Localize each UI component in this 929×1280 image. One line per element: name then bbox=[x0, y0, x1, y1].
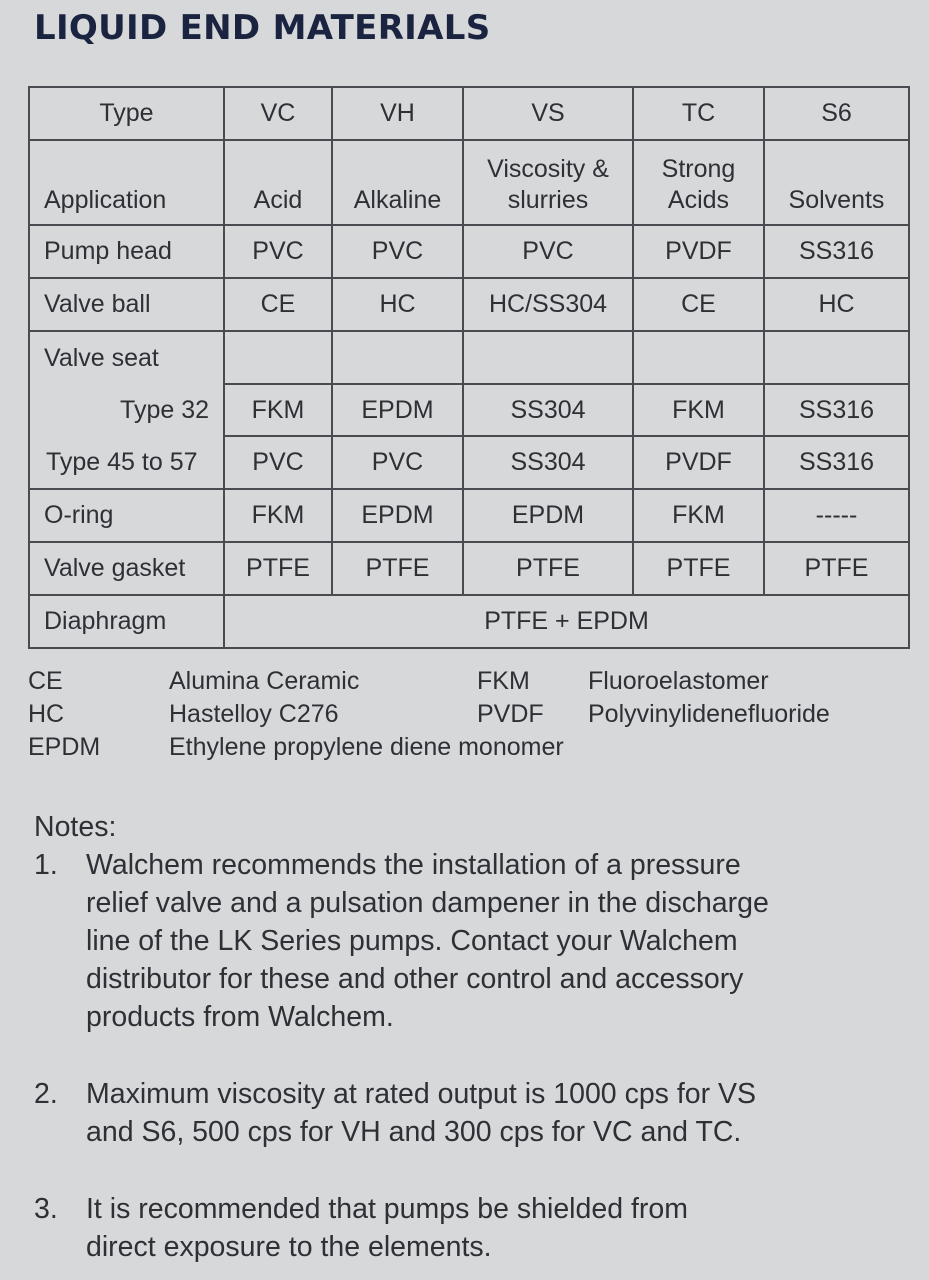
table-row-o-ring bbox=[29, 489, 909, 542]
table-cell: SS316 bbox=[764, 436, 909, 489]
table-cell: ----- bbox=[764, 489, 909, 542]
table-cell: SS316 bbox=[764, 384, 909, 436]
note-item bbox=[34, 1190, 914, 1266]
table-cell: PTFE bbox=[332, 542, 463, 595]
table-cell-empty bbox=[463, 331, 633, 384]
row-label: Valve gasket bbox=[29, 542, 224, 595]
table-cell: EPDM bbox=[332, 384, 463, 436]
table-cell-empty bbox=[224, 331, 332, 384]
table-cell: PVDF bbox=[633, 225, 764, 278]
table-cell: PTFE bbox=[224, 542, 332, 595]
materials-table bbox=[28, 86, 910, 649]
table-cell: PTFE bbox=[633, 542, 764, 595]
table-cell: SS304 bbox=[463, 436, 633, 489]
table-cell bbox=[463, 140, 633, 225]
table-cell: PVDF bbox=[633, 436, 764, 489]
legend-abbr: FKM bbox=[477, 667, 530, 695]
table-cell: SS304 bbox=[463, 384, 633, 436]
table-cell: EPDM bbox=[463, 489, 633, 542]
note-line: products from Walchem. bbox=[86, 1001, 394, 1033]
column-header-tc: TC bbox=[633, 87, 764, 140]
table-cell: Solvents bbox=[764, 140, 909, 225]
row-label: Valve seat bbox=[44, 344, 159, 372]
table-cell-empty bbox=[764, 331, 909, 384]
table-row-pump-head bbox=[29, 225, 909, 278]
legend-desc: Hastelloy C276 bbox=[169, 700, 339, 728]
table-cell: FKM bbox=[224, 489, 332, 542]
application-vs-text: Viscosity & slurries bbox=[487, 155, 609, 214]
column-header-vh: VH bbox=[332, 87, 463, 140]
table-cell bbox=[633, 140, 764, 225]
table-cell: SS316 bbox=[764, 225, 909, 278]
valve-seat-label-group bbox=[29, 331, 224, 489]
table-cell: HC bbox=[764, 278, 909, 331]
row-label: Type 32 bbox=[120, 396, 209, 424]
row-label: Application bbox=[29, 140, 224, 225]
legend-abbr: CE bbox=[28, 667, 63, 695]
note-item bbox=[34, 1075, 914, 1151]
table-cell: FKM bbox=[224, 384, 332, 436]
table-cell: PVC bbox=[463, 225, 633, 278]
table-cell: CE bbox=[224, 278, 332, 331]
table-row-type bbox=[29, 87, 909, 140]
table-cell: Alkaline bbox=[332, 140, 463, 225]
row-label: Type bbox=[29, 87, 224, 140]
note-number: 1. bbox=[34, 849, 58, 881]
legend-desc: Ethylene propylene diene monomer bbox=[169, 733, 564, 761]
row-label: Valve ball bbox=[29, 278, 224, 331]
row-label: Pump head bbox=[29, 225, 224, 278]
table-row-valve-ball bbox=[29, 278, 909, 331]
column-header-vc: VC bbox=[224, 87, 332, 140]
legend-abbr: HC bbox=[28, 700, 65, 728]
table-cell: PVC bbox=[224, 225, 332, 278]
table-cell: FKM bbox=[633, 489, 764, 542]
legend-desc: Fluoroelastomer bbox=[588, 667, 769, 695]
note-line: relief valve and a pulsation dampener in the discharge bbox=[86, 887, 769, 919]
note-line: line of the LK Series pumps. Contact your Walchem bbox=[86, 925, 738, 957]
table-cell: Acid bbox=[224, 140, 332, 225]
table-cell: PTFE + EPDM bbox=[224, 595, 909, 648]
table-cell-empty bbox=[332, 331, 463, 384]
table-cell: EPDM bbox=[332, 489, 463, 542]
table-cell: PVC bbox=[332, 436, 463, 489]
page-title: LIQUID END MATERIALS bbox=[34, 8, 491, 48]
notes-section bbox=[34, 808, 914, 1266]
table-cell: PTFE bbox=[463, 542, 633, 595]
note-line: distributor for these and other control and accessory bbox=[86, 963, 744, 995]
table-row-valve-gasket bbox=[29, 542, 909, 595]
note-item bbox=[34, 846, 914, 1036]
note-number: 3. bbox=[34, 1193, 58, 1225]
legend-desc: Alumina Ceramic bbox=[169, 667, 360, 695]
note-number: 2. bbox=[34, 1078, 58, 1110]
table-cell: HC/SS304 bbox=[463, 278, 633, 331]
legend-desc: Polyvinylidenefluoride bbox=[588, 700, 830, 728]
note-line: Maximum viscosity at rated output is 1000 cps for VS bbox=[86, 1078, 757, 1110]
note-line: and S6, 500 cps for VH and 300 cps for VC and TC. bbox=[86, 1116, 742, 1148]
table-cell: PVC bbox=[332, 225, 463, 278]
table-row-valve-seat bbox=[29, 331, 909, 384]
row-label: Type 45 to 57 bbox=[46, 448, 198, 476]
table-cell-empty bbox=[633, 331, 764, 384]
legend-abbr: PVDF bbox=[477, 700, 544, 728]
application-tc-text: Strong Acids bbox=[661, 155, 736, 214]
column-header-vs: VS bbox=[463, 87, 633, 140]
notes-heading: Notes: bbox=[34, 811, 117, 843]
table-cell: FKM bbox=[633, 384, 764, 436]
note-line: direct exposure to the elements. bbox=[86, 1231, 492, 1263]
table-cell: PVC bbox=[224, 436, 332, 489]
column-header-s6: S6 bbox=[764, 87, 909, 140]
note-line: Walchem recommends the installation of a pressure bbox=[86, 849, 741, 881]
table-cell: CE bbox=[633, 278, 764, 331]
table-row-diaphragm bbox=[29, 595, 909, 648]
row-label: Diaphragm bbox=[29, 595, 224, 648]
row-label: O-ring bbox=[29, 489, 224, 542]
table-row-application bbox=[29, 140, 909, 225]
table-cell: HC bbox=[332, 278, 463, 331]
table-cell: PTFE bbox=[764, 542, 909, 595]
note-line: It is recommended that pumps be shielded from bbox=[86, 1193, 688, 1225]
legend-abbr: EPDM bbox=[28, 733, 101, 761]
